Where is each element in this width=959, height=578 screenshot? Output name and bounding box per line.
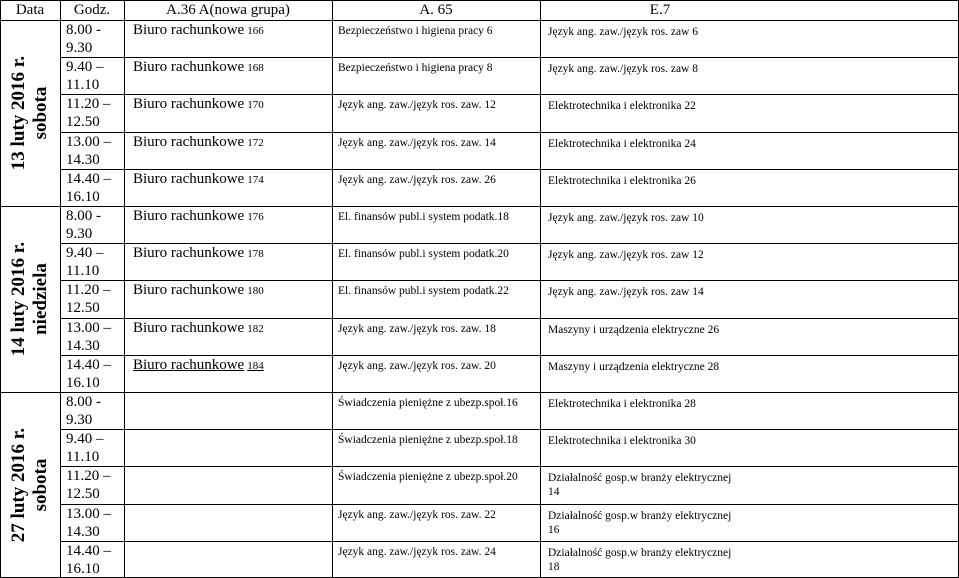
subject-e7-name: Elektrotechnika i elektronika 24 <box>548 137 696 150</box>
subject-e7-name: Maszyny i urządzenia elektryczne 26 <box>548 323 720 336</box>
header-a65: A. 65 <box>419 2 453 18</box>
subject-name: Biuro rachunkowe <box>133 170 245 187</box>
time-end: 16.10 <box>66 560 100 577</box>
hour-count: 176 <box>247 211 264 223</box>
subject-name: Biuro rachunkowe <box>133 22 245 38</box>
subject-a65: El. finansów publ.i system podatk.22 <box>338 285 509 298</box>
header-hours: Godz. <box>73 2 111 18</box>
time-range <box>66 505 111 541</box>
hour-count: 180 <box>247 285 264 298</box>
time-start: 9.40 – <box>66 245 104 262</box>
subject-e7 <box>548 546 731 574</box>
subject-a65: Język ang. zaw./język ros. zaw. 24 <box>338 545 496 558</box>
hour-count: 184 <box>247 359 264 372</box>
time-start: 13.00 – <box>66 133 111 150</box>
subject-a36 <box>133 320 264 337</box>
time-start: 14.40 – <box>66 170 111 187</box>
header-group-a36: A.36 A(nowa grupa) <box>166 2 290 18</box>
subject-e7 <box>548 509 731 537</box>
day-weekday: niedziela <box>30 263 51 335</box>
time-end: 16.10 <box>66 188 100 205</box>
hour-count: 174 <box>247 173 264 186</box>
subject-e7 <box>548 25 698 39</box>
time-start: 8.00 - <box>66 208 101 224</box>
subject-e7-name: Działalność gosp.w branży elektrycznej <box>548 472 732 485</box>
subject-e7 <box>548 323 719 337</box>
day-date: 13 luty 2016 r. <box>8 55 29 171</box>
subject-e7-name: Maszyny i urządzenia elektryczne 28 <box>548 360 720 373</box>
subject-a36 <box>133 357 264 374</box>
subject-e7-name: Język ang. zaw./język ros. zaw 8 <box>548 63 698 76</box>
subject-e7-hours: 18 <box>548 560 560 573</box>
subject-name: Biuro rachunkowe <box>133 356 245 373</box>
time-end: 14.30 <box>66 151 100 168</box>
subject-a36 <box>133 208 264 225</box>
time-end: 9.30 <box>66 412 93 428</box>
subject-a36 <box>133 245 264 262</box>
subject-a65: Świadczenia pieniężne z ubezp.społ.18 <box>338 434 518 447</box>
time-end: 14.30 <box>66 337 100 354</box>
subject-e7-hours: 16 <box>548 523 560 536</box>
subject-name: Biuro rachunkowe <box>133 208 245 224</box>
subject-a65: Świadczenia pieniężne z ubezp.społ.16 <box>338 397 518 409</box>
time-range <box>66 393 101 429</box>
hour-count: 172 <box>247 136 264 149</box>
time-range <box>66 21 101 57</box>
time-start: 14.40 – <box>66 542 111 559</box>
subject-e7-name: Język ang. zaw./język ros. zaw 10 <box>548 212 704 224</box>
subject-e7-name: Język ang. zaw./język ros. zaw 12 <box>548 249 704 262</box>
time-start: 9.40 – <box>66 59 104 76</box>
time-range <box>66 244 104 280</box>
subject-name: Biuro rachunkowe <box>133 282 245 299</box>
subject-e7-name: Działalność gosp.w branży elektrycznej <box>548 509 732 522</box>
time-start: 11.20 – <box>66 282 111 299</box>
time-end: 16.10 <box>66 374 100 391</box>
time-range <box>66 170 111 206</box>
subject-e7-hours: 14 <box>548 486 560 499</box>
time-end: 12.50 <box>66 486 100 503</box>
time-end: 12.50 <box>66 300 100 317</box>
subject-e7 <box>548 471 731 499</box>
subject-e7 <box>548 99 696 113</box>
time-range <box>66 95 110 131</box>
subject-a36 <box>133 59 264 76</box>
time-range <box>66 356 111 392</box>
time-range <box>66 430 104 466</box>
subject-a36 <box>133 171 264 188</box>
subject-e7-name: Elektrotechnika i elektronika 30 <box>548 435 696 448</box>
subject-name: Biuro rachunkowe <box>133 245 245 262</box>
subject-e7-name: Elektrotechnika i elektronika 28 <box>548 398 696 410</box>
hour-count: 178 <box>247 248 264 261</box>
time-end: 11.10 <box>66 77 100 94</box>
time-end: 14.30 <box>66 523 100 540</box>
time-end: 9.30 <box>66 40 93 56</box>
subject-e7-name: Język ang. zaw./język ros. zaw 6 <box>548 26 698 38</box>
subject-a65: Język ang. zaw./język ros. zaw. 26 <box>338 173 496 186</box>
day-label <box>4 392 56 578</box>
subject-e7 <box>548 397 696 411</box>
time-range <box>66 542 111 578</box>
header-e7: E.7 <box>649 2 671 18</box>
subject-e7 <box>548 174 696 188</box>
time-start: 8.00 - <box>66 394 101 410</box>
time-start: 13.00 – <box>66 505 111 522</box>
day-weekday: sobota <box>30 86 51 140</box>
time-end: 11.10 <box>66 263 100 280</box>
subject-name: Biuro rachunkowe <box>133 133 245 150</box>
time-start: 8.00 - <box>66 22 101 38</box>
time-start: 11.20 – <box>66 468 111 485</box>
subject-a65: Bezpieczeństwo i higiena pracy 6 <box>338 25 493 37</box>
time-start: 11.20 – <box>66 96 111 113</box>
subject-e7-name: Działalność gosp.w branży elektrycznej <box>548 546 732 559</box>
subject-e7 <box>548 137 696 151</box>
subject-e7-name: Język ang. zaw./język ros. zaw 14 <box>548 286 704 299</box>
subject-e7 <box>548 360 719 374</box>
time-range <box>66 319 111 355</box>
subject-a36 <box>133 22 264 39</box>
day-label <box>4 206 56 392</box>
subject-a65: Świadczenia pieniężne z ubezp.społ.20 <box>338 471 518 484</box>
time-end: 11.10 <box>66 449 100 466</box>
time-end: 9.30 <box>66 226 93 242</box>
day-date: 27 luty 2016 r. <box>8 427 29 543</box>
hour-count: 166 <box>247 25 264 37</box>
time-start: 9.40 – <box>66 431 104 448</box>
time-range <box>66 207 101 243</box>
subject-name: Biuro rachunkowe <box>133 96 245 113</box>
subject-a65: Język ang. zaw./język ros. zaw. 12 <box>338 99 496 112</box>
subject-e7 <box>548 434 696 448</box>
subject-a65: El. finansów publ.i system podatk.18 <box>338 211 509 223</box>
hour-count: 170 <box>247 99 264 112</box>
day-label <box>4 20 56 206</box>
time-range <box>66 467 110 503</box>
time-start: 14.40 – <box>66 356 111 373</box>
time-end: 12.50 <box>66 114 100 131</box>
subject-name: Biuro rachunkowe <box>133 59 245 76</box>
subject-a36 <box>133 96 264 113</box>
subject-e7 <box>548 211 704 225</box>
subject-e7 <box>548 62 698 76</box>
day-date: 14 luty 2016 r. <box>8 241 29 357</box>
hour-count: 168 <box>247 62 264 75</box>
time-start: 13.00 – <box>66 319 111 336</box>
subject-e7 <box>548 248 704 262</box>
subject-a65: Język ang. zaw./język ros. zaw. 20 <box>338 359 496 372</box>
subject-e7-name: Elektrotechnika i elektronika 22 <box>548 100 696 113</box>
subject-a36 <box>133 134 264 151</box>
header-date: Data <box>15 2 45 18</box>
subject-a36 <box>133 282 264 299</box>
subject-a65: Język ang. zaw./język ros. zaw. 22 <box>338 508 496 521</box>
subject-a65: Język ang. zaw./język ros. zaw. 14 <box>338 136 496 149</box>
subject-e7 <box>548 285 704 299</box>
subject-e7-name: Elektrotechnika i elektronika 26 <box>548 174 696 187</box>
subject-a65: Bezpieczeństwo i higiena pracy 8 <box>338 62 493 75</box>
hour-count: 182 <box>247 322 264 335</box>
subject-a65: Język ang. zaw./język ros. zaw. 18 <box>338 322 496 335</box>
day-weekday: sobota <box>30 458 51 512</box>
time-range <box>66 133 111 169</box>
time-range <box>66 281 110 317</box>
subject-name: Biuro rachunkowe <box>133 319 245 336</box>
time-range <box>66 58 104 94</box>
subject-a65: El. finansów publ.i system podatk.20 <box>338 248 509 261</box>
